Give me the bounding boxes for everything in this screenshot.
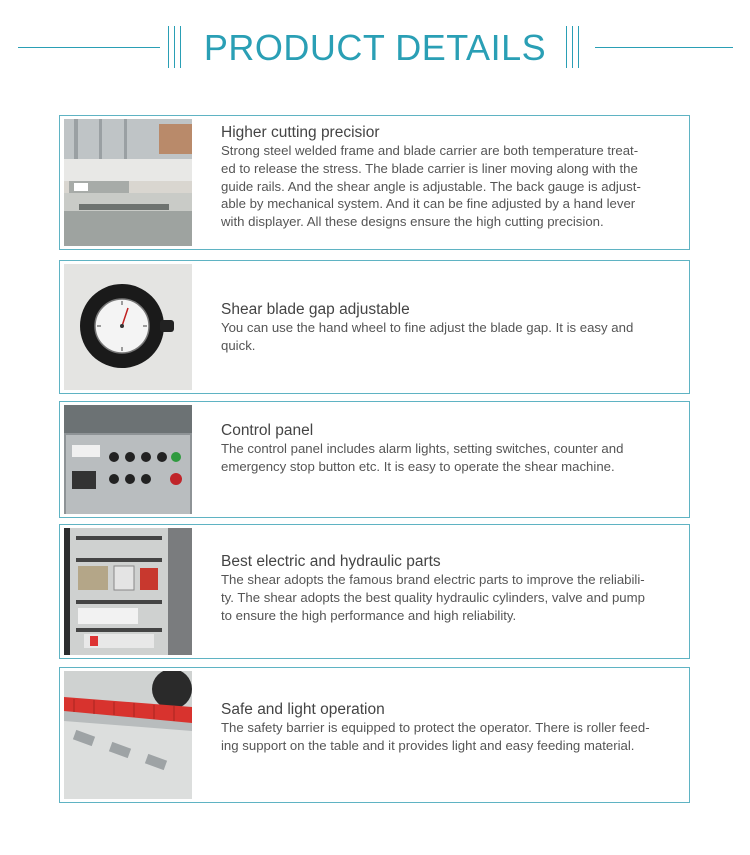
header-rule-left xyxy=(18,47,160,48)
feature-text xyxy=(221,422,681,476)
feature-heading: Higher cutting precisior xyxy=(221,124,380,141)
feature-description xyxy=(221,571,681,624)
feature-description xyxy=(221,319,681,355)
feature-text xyxy=(221,701,681,755)
description-line: The control panel includes alarm lights, setting switches, counter and xyxy=(221,441,624,456)
description-line: with displayer. All these designs ensure the high cutting precision. xyxy=(221,214,604,230)
feature-description xyxy=(221,719,681,755)
description-line: quick. xyxy=(221,337,256,353)
description-line: ing support on the table and it provides light and easy feeding material. xyxy=(221,737,635,753)
hand-wheel-photo xyxy=(64,264,192,390)
feature-card-electric-hydraulic xyxy=(59,524,690,659)
feature-description xyxy=(221,142,681,231)
feature-text xyxy=(221,124,681,231)
feature-text xyxy=(221,301,681,355)
header-rule-right xyxy=(595,47,733,48)
shear-frame-photo xyxy=(64,119,192,246)
feature-heading: Best electric and hydraulic parts xyxy=(221,553,441,570)
feature-heading: Safe and light operation xyxy=(221,701,385,718)
page-title: PRODUCT DETAILS xyxy=(203,27,547,68)
feature-heading: Control panel xyxy=(221,422,314,439)
electric-cabinet-photo xyxy=(64,528,192,655)
safety-barrier-photo xyxy=(64,671,192,799)
description-line: ed to release the stress. The blade carrier is liner moving along with the xyxy=(221,160,638,176)
description-line: guide rails. And the shear angle is adjustable. The back gauge is adjust- xyxy=(221,178,641,194)
description-line: ty. The shear adopts the best quality hydraulic cylinders, valve and pump xyxy=(221,589,645,605)
header-bars-left xyxy=(168,26,186,68)
control-panel-photo xyxy=(64,405,192,514)
feature-card-blade-gap xyxy=(59,260,690,394)
feature-card-cutting-precision xyxy=(59,115,690,250)
description-line: The safety barrier is equipped to protect the operator. There is roller feed- xyxy=(221,720,650,735)
description-line: You can use the hand wheel to fine adjust the blade gap. It is easy and xyxy=(221,320,634,335)
description-line: able by mechanical system. And it can be fine adjusted by a hand lever xyxy=(221,196,636,212)
description-line: Strong steel welded frame and blade carrier are both temperature treat- xyxy=(221,143,639,158)
description-line: emergency stop button etc. It is easy to operate the shear machine. xyxy=(221,458,615,474)
feature-heading: Shear blade gap adjustable xyxy=(221,301,410,318)
feature-card-safe-operation xyxy=(59,667,690,803)
feature-description xyxy=(221,440,681,476)
feature-card-control-panel xyxy=(59,401,690,518)
page-header xyxy=(0,0,750,90)
description-line: to ensure the high performance and high reliability. xyxy=(221,607,517,623)
header-bars-right xyxy=(566,26,584,68)
description-line: The shear adopts the famous brand electric parts to improve the reliabili- xyxy=(221,572,645,587)
feature-text xyxy=(221,553,681,624)
